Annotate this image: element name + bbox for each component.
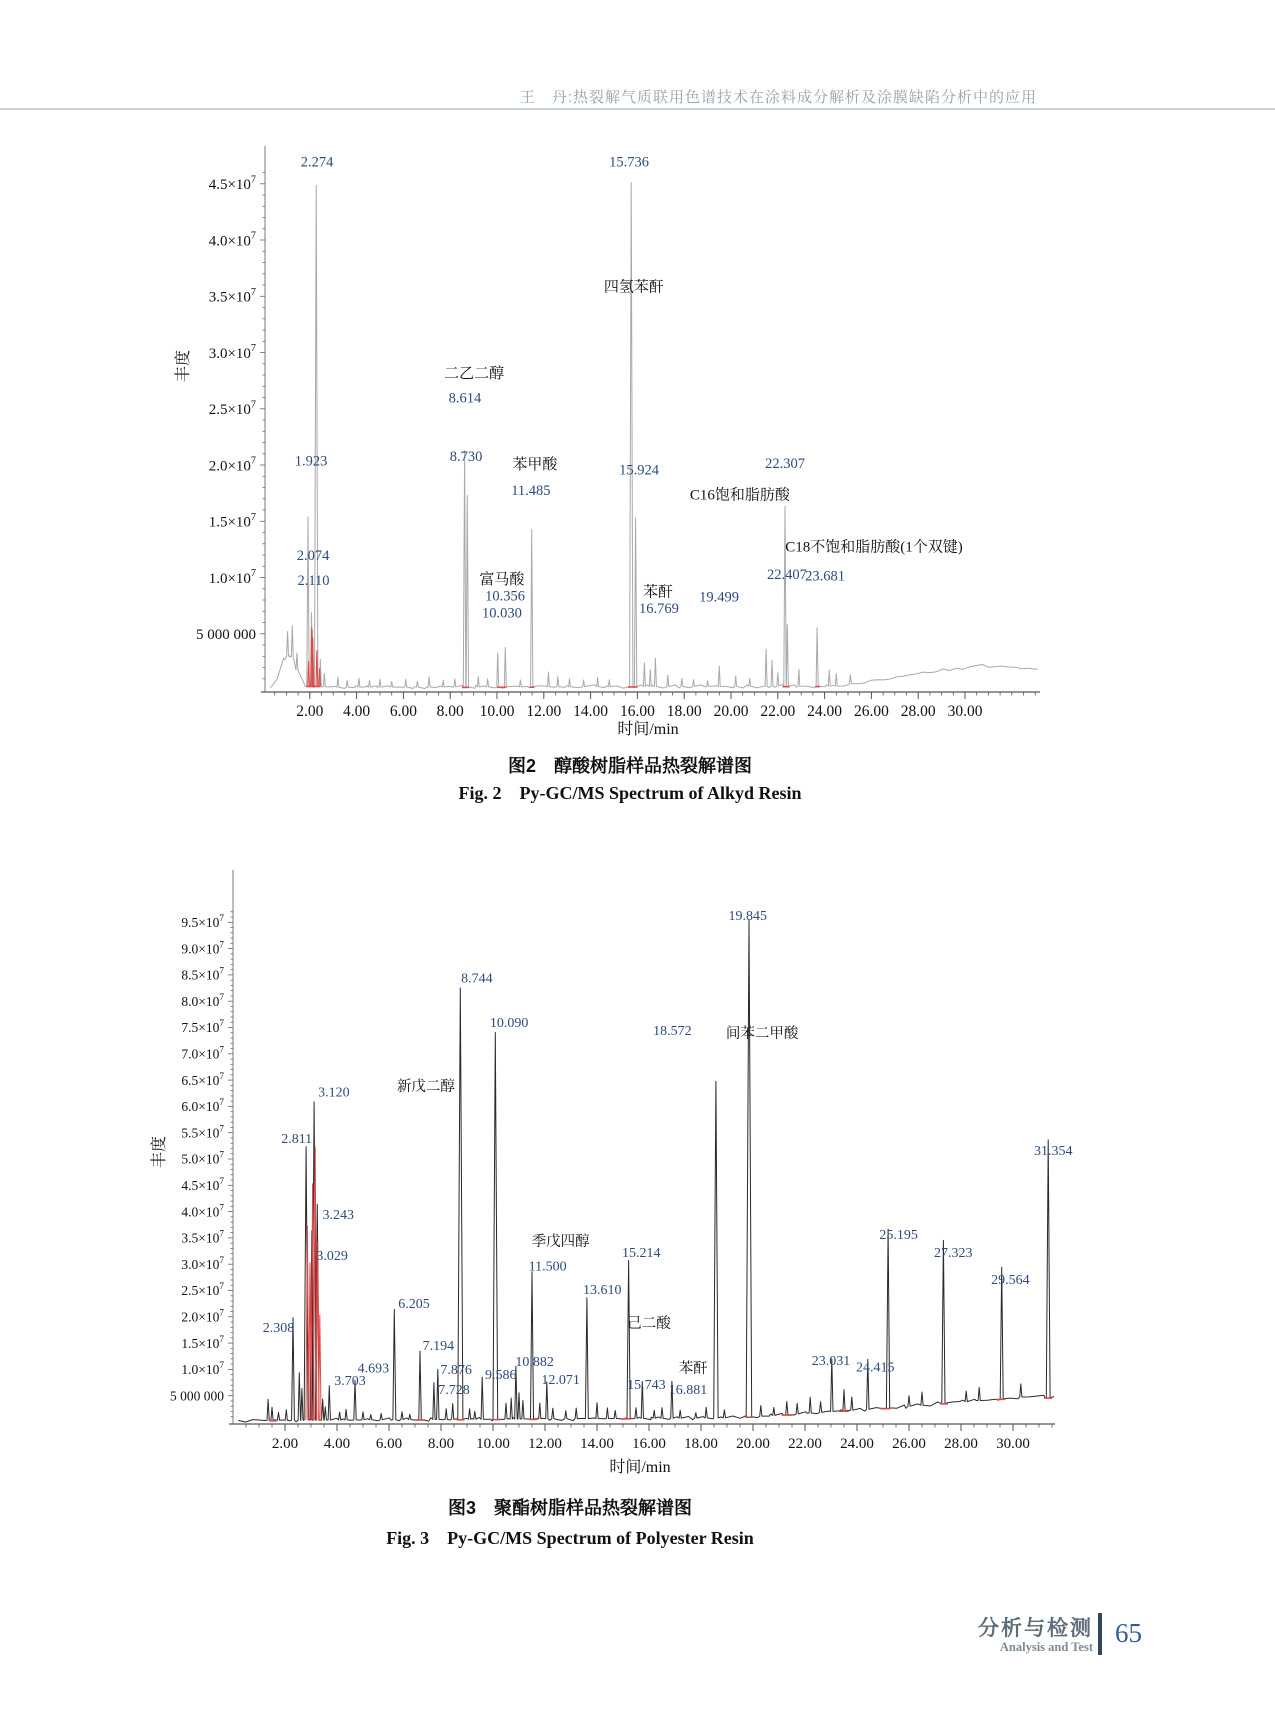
y-tick-label: $9.5\times 10^7$ (181, 912, 224, 931)
x-tick-label: 26.00 (853, 703, 889, 720)
peak-rt-label: 1.923 (294, 453, 328, 470)
y-tick-label: $9.0\times 10^7$ (181, 939, 224, 957)
x-tick-label: 18.00 (684, 1436, 718, 1452)
y-tick-label: $3.0\times 10^7$ (181, 1254, 224, 1272)
y-tick-label: $2.0\times 10^7$ (181, 1307, 224, 1325)
y-tick-label: 5 000 000 (196, 627, 256, 644)
page-footer (860, 1610, 1160, 1670)
fig2-caption-en: Fig. 2 Py-GC/MS Spectrum of Alkyd Resin (458, 783, 802, 803)
peak-rt-label: 19.845 (728, 908, 768, 924)
peak-rt-label: 22.307 (765, 455, 806, 472)
peak-rt-label: 7.728 (438, 1382, 470, 1398)
x-tick-label: 14.00 (580, 1436, 614, 1452)
peak-rt-label: 8.730 (449, 449, 483, 466)
peak-rt-label: 23.031 (811, 1353, 851, 1369)
y-tick-label: $6.5\times 10^7$ (181, 1070, 224, 1088)
y-tick-label: $4.0\times 10^7$ (181, 1202, 224, 1220)
x-axis-title: 时间/min (617, 721, 679, 738)
x-tick-label: 28.00 (944, 1436, 978, 1452)
x-tick-label: 10.00 (479, 703, 515, 720)
peak-rt-label: 10.090 (489, 1016, 529, 1032)
x-tick-label: 30.00 (996, 1436, 1030, 1452)
y-tick-label: $7.0\times 10^7$ (181, 1044, 224, 1062)
peak-rt-label: 10.882 (515, 1354, 554, 1370)
y-tick-label: $4.5\times 10^7$ (181, 1175, 224, 1194)
peak-rt-label: 27.323 (933, 1246, 973, 1261)
x-tick-label: 22.00 (760, 703, 796, 720)
x-tick-label: 24.00 (840, 1436, 874, 1452)
x-tick-label: 14.00 (573, 703, 609, 720)
y-tick-label: $4.0\times 10^7$ (208, 230, 256, 250)
peak-rt-label: 22.407 (766, 567, 807, 584)
y-tick-label: $2.5\times 10^7$ (208, 399, 256, 419)
peak-rt-label: 11.500 (528, 1259, 567, 1275)
y-tick-label: $2.5\times 10^7$ (181, 1281, 224, 1299)
y-tick-label: $3.5\times 10^7$ (208, 286, 256, 306)
peak-rt-label: 8.744 (461, 971, 493, 987)
peak-rt-label: 15.743 (627, 1378, 666, 1393)
compound-annotation: 己二酸 (627, 1316, 671, 1333)
y-tick-label: $6.0\times 10^7$ (181, 1097, 224, 1115)
peak-rt-label: 10.030 (481, 605, 522, 622)
x-tick-label: 16.00 (632, 1436, 666, 1452)
y-axis-title: 丰度 (151, 1135, 168, 1169)
y-tick-label: $3.0\times 10^7$ (208, 343, 256, 362)
compound-annotation: 间苯二甲酸 (725, 1025, 799, 1042)
compound-annotation: 苯酐 (678, 1360, 708, 1377)
y-tick-label: $1.5\times 10^7$ (181, 1333, 224, 1351)
peak-rt-label: 11.485 (511, 482, 551, 499)
polyester-resin-chromatogram (100, 810, 1175, 1510)
peak-rt-label: 8.614 (448, 390, 482, 407)
x-tick-label: 8.00 (427, 1436, 455, 1452)
peak-rt-label: 6.205 (398, 1297, 430, 1312)
peak-rt-label: 15.924 (619, 462, 659, 479)
peak-rt-label: 3.703 (334, 1373, 366, 1389)
peak-rt-label: 2.110 (297, 572, 330, 589)
x-tick-label: 26.00 (892, 1436, 926, 1452)
x-tick-label: 24.00 (807, 703, 843, 720)
compound-annotation: 二乙二醇 (444, 366, 505, 383)
x-tick-label: 28.00 (900, 703, 936, 720)
x-tick-label: 16.00 (619, 703, 655, 720)
x-tick-label: 8.00 (436, 703, 464, 720)
alkyd-resin-chromatogram (100, 120, 1175, 780)
y-tick-label: $8.0\times 10^7$ (181, 991, 224, 1009)
compound-annotation: 季戊四醇 (531, 1234, 590, 1251)
y-tick-label: $2.0\times 10^7$ (208, 455, 256, 475)
peak-rt-label: 15.214 (621, 1246, 661, 1261)
x-tick-label: 12.00 (526, 703, 562, 720)
y-tick-label: $3.5\times 10^7$ (181, 1228, 224, 1246)
x-tick-label: 6.00 (375, 1436, 403, 1452)
x-tick-label: 4.00 (323, 1436, 351, 1452)
y-axis-title: 丰度 (175, 349, 192, 383)
y-tick-label: $5.0\times 10^7$ (181, 1149, 224, 1167)
peak-rt-label: 13.610 (582, 1282, 622, 1298)
peak-rt-label: 18.572 (653, 1024, 692, 1039)
x-axis-title: 时间/min (609, 1459, 671, 1476)
y-tick-label: $1.5\times 10^7$ (208, 511, 256, 531)
y-tick-label: $5.5\times 10^7$ (181, 1123, 224, 1141)
y-tick-label: $1.0\times 10^7$ (208, 568, 256, 587)
compound-annotation: 新戊二醇 (396, 1078, 455, 1095)
peak-rt-label: 29.564 (991, 1272, 1030, 1288)
peak-rt-label: 3.243 (322, 1208, 355, 1224)
peak-rt-label: 4.693 (357, 1361, 390, 1377)
x-tick-label: 12.00 (528, 1436, 562, 1452)
peak-rt-label: 24.415 (855, 1360, 895, 1376)
y-tick-label: $7.5\times 10^7$ (181, 1018, 224, 1036)
footer-section-zh: 分析与检测 (978, 1617, 1093, 1640)
peak-rt-label: 15.736 (609, 154, 649, 171)
header-rule (0, 108, 1275, 110)
x-tick-label: 30.00 (947, 703, 983, 720)
compound-annotation: C16饱和脂肪酸 (689, 487, 790, 504)
peak-rt-label: 7.876 (440, 1362, 472, 1378)
footer-divider-bar (1098, 1613, 1102, 1655)
peak-rt-label: 31.354 (1034, 1144, 1073, 1159)
peak-rt-label: 2.274 (300, 154, 334, 171)
x-tick-label: 10.00 (476, 1436, 510, 1452)
peak-rt-label: 2.074 (296, 548, 330, 565)
peak-rt-label: 2.308 (262, 1321, 295, 1337)
peak-rt-label: 25.195 (879, 1228, 918, 1244)
peak-rt-label: 7.194 (422, 1339, 455, 1355)
peak-rt-label: 16.881 (668, 1382, 708, 1398)
peak-rt-label: 9.586 (485, 1368, 517, 1383)
x-tick-label: 20.00 (713, 703, 749, 720)
fig2-caption-zh: 图2 醇酸树脂样品热裂解谱图 (507, 756, 752, 776)
compound-annotation: 四氢苯酐 (603, 279, 664, 296)
footer-section-en: Analysis and Test (999, 1640, 1093, 1654)
fig3-caption-zh: 图3 聚酯树脂样品热裂解谱图 (447, 1498, 692, 1518)
y-tick-label: $4.5\times 10^7$ (208, 174, 256, 194)
peak-rt-label: 23.681 (805, 568, 846, 585)
chromatogram-trace (238, 920, 1054, 1422)
running-header: 王 丹:热裂解气质联用色谱技术在涂料成分解析及涂膜缺陷分析中的应用 (519, 89, 1037, 106)
peak-rt-label: 2.811 (281, 1131, 313, 1147)
peak-rt-label: 3.029 (316, 1249, 348, 1265)
peak-rt-label: 19.499 (699, 589, 740, 606)
fig3-caption-en: Fig. 3 Py-GC/MS Spectrum of Polyester Resin (386, 1528, 754, 1548)
x-tick-label: 6.00 (389, 703, 417, 720)
compound-annotation: 富马酸 (479, 571, 525, 588)
compound-annotation: C18不饱和脂肪酸(1个双键) (785, 539, 963, 556)
y-tick-label: 5 000 000 (170, 1388, 224, 1404)
x-tick-label: 18.00 (666, 703, 702, 720)
x-tick-label: 2.00 (271, 1436, 299, 1452)
peak-rt-label: 12.071 (541, 1372, 580, 1388)
page-number: 65 (1115, 1618, 1142, 1648)
compound-annotation: 苯甲酸 (512, 457, 558, 474)
x-tick-label: 20.00 (736, 1436, 770, 1452)
x-tick-label: 4.00 (343, 703, 371, 720)
peak-rt-label: 3.120 (318, 1085, 350, 1101)
compound-annotation: 苯酐 (642, 584, 674, 601)
y-tick-label: $1.0\times 10^7$ (181, 1360, 224, 1378)
peak-rt-label: 10.356 (485, 588, 525, 605)
x-tick-label: 2.00 (296, 703, 324, 720)
x-tick-label: 22.00 (788, 1436, 822, 1452)
y-tick-label: $8.5\times 10^7$ (181, 965, 224, 983)
peak-rt-label: 16.769 (638, 600, 679, 617)
